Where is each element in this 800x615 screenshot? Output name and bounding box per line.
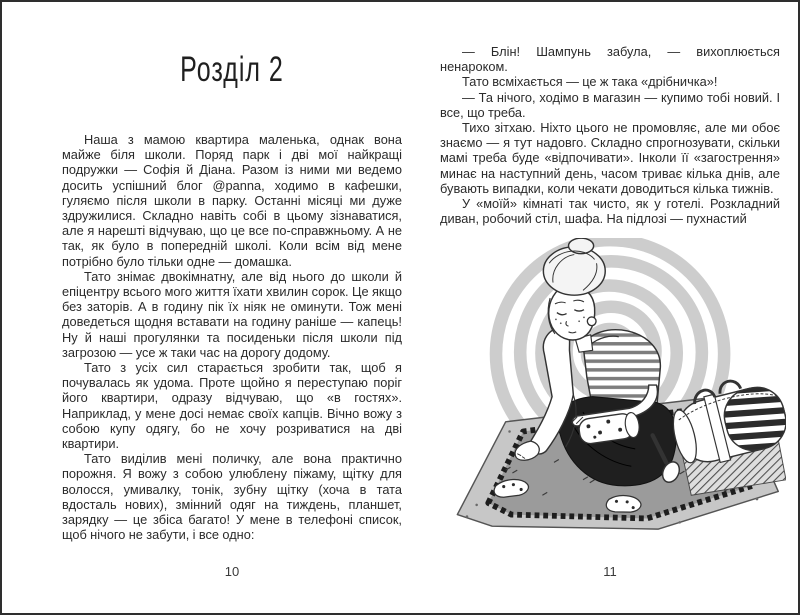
body-paragraph: Тато знімає двокімнатну, але від нього до школи й епіцентру всього мого життя їхати хвилин сорок. Це якщо без заторів. А в годину пік їх ніяк не оминути. Тож мені доведеться щодня вставати на годину раніше — капець! Ну й наші прогулянки та посиденьки після школи під загрозою — усе ж таки час на дорогу додому.	[62, 268, 402, 360]
page-number-left: 10	[224, 564, 240, 579]
illustration-girl-on-rug	[438, 238, 786, 536]
right-page	[440, 44, 780, 536]
body-paragraph: У «моїй» кімнаті так чисто, як у готелі. Розкладний диван, робочий стіл, шафа. На підлозі — пухнастий	[440, 196, 780, 227]
body-paragraph: — Блін! Шампунь забула, — вихоплюється ненароком.	[440, 44, 780, 75]
left-page	[62, 44, 402, 542]
girl-hair-bun	[543, 247, 605, 295]
girl-earring	[587, 317, 596, 326]
page-number-right: 11	[603, 564, 617, 579]
left-page-body	[62, 132, 402, 542]
body-paragraph: — Та нічого, ходімо в магазин — купимо тобі новий. І все, що треба.	[440, 89, 780, 120]
body-paragraph: Тато всміхається — це ж така «дрібничка»!	[462, 74, 718, 90]
body-paragraph: Тихо зітхаю. Ніхто цього не промовляє, але ми обоє знаємо — я тут надовго. Складно спрогнозувати, скільки мамі треба буде «відпочивати». Інколи її «загострення» минає на наступний день, часом триває кілька днів, але бувають випадки, коли чекати доводиться кілька тижнів.	[440, 120, 780, 196]
body-paragraph: Наша з мамою квартира маленька, однак вона майже біля школи. Поряд парк і дві мої найкращі подружки — Софія й Діана. Разом із ними ми ведемо досить успішний блог @panna, ходимо в кафешки, гуляємо після школи в парку. Останні місяці ми дуже здружилися. Складно навіть собі в цьому зізнаватися, але я нарешті відчуваю, що це все по-справжньому. А не так, як було в попередній школі. Коли всім від мене потрібно було тільки одне — домашка.	[62, 132, 402, 269]
chapter-heading: Розділ 2	[180, 50, 284, 90]
body-paragraph: Тато виділив мені поличку, але вона практично порожня. Я вожу з собою улюблену піжаму, щітку для волосся, умивалку, тонік, зубну щітку (хоча в тата вдосталь нових), змінний одяг на тиждень, планшет, зарядку — це збіса багато! У мене в телефоні список, щоб нічого не забути, і все одно:	[62, 451, 402, 543]
body-paragraph: Тато з усіх сил старається зробити так, щоб я почувалась як удома. Проте щойно я переступаю поріг його квартири, одразу відчуваю, що «в гостях». Наприклад, у мене досі немає своїх капців. Вічно вожу з собою купу одягу, бо не хочу розриватися на дві квартири.	[62, 360, 402, 452]
right-page-body	[440, 44, 780, 226]
